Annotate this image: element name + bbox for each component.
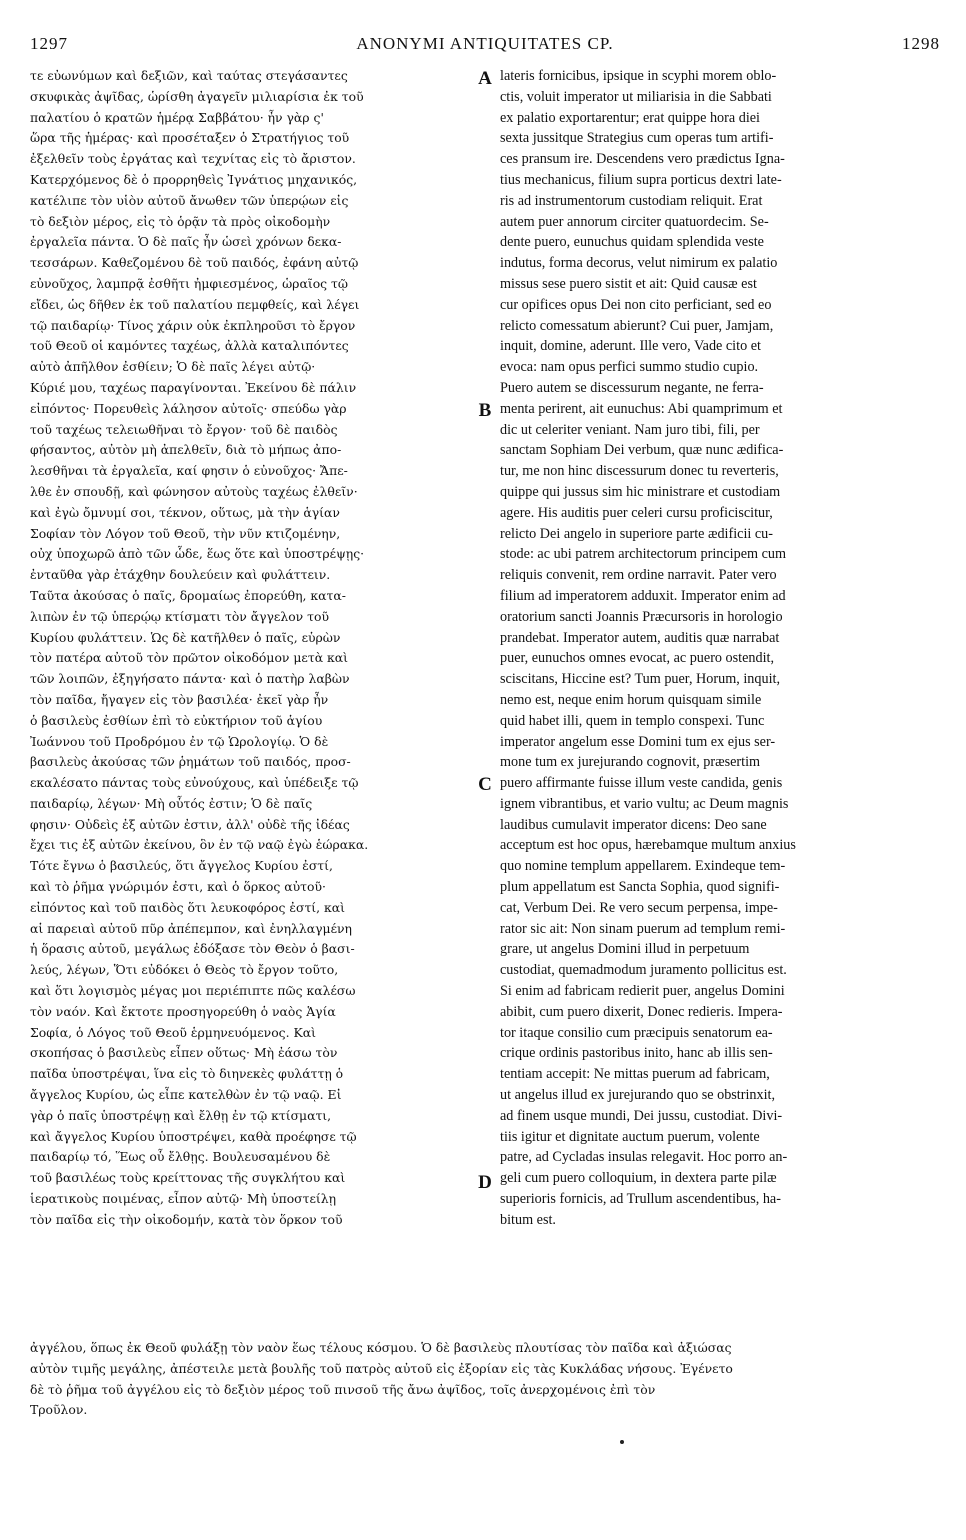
greek-text-line: φησιν· Οὐδεὶς ἐξ αὐτῶν ἐστιν, ἀλλ' οὐδὲ τῆς ἰδέας [30, 816, 350, 832]
section-marker-d: D [478, 1172, 492, 1193]
latin-text-line: Puero autem se discessurum negante, ne ferra- [500, 379, 764, 396]
greek-text-line: τὸν παῖδα εἰς τὴν οἰκοδομήν, κατὰ τὸν ὅρκον τοῦ [30, 1211, 343, 1227]
greek-text-line: οὐχ ὑποχωρῶ ἀπὸ τῶν ὧδε, ἕως ὅτε καὶ ὑποστρέψῃς· [30, 546, 365, 562]
greek-text-line: παιδαρίῳ, λέγων· Μὴ οὗτός ἐστιν; Ὁ δὲ παῖς [30, 795, 313, 811]
page-header [30, 34, 940, 60]
greek-text-line: τὸ δεξιὸν μέρος, εἰς τὸ ὁρᾷν τὰ πρὸς οἰκοδομὴν [30, 213, 331, 229]
latin-text-line: patre, ad Cycladas insulas relegavit. Hoc porro an- [500, 1149, 788, 1166]
latin-text-line: ctis, voluit imperator ut miliarisia in die Sabbati [500, 88, 772, 105]
greek-text-column [30, 66, 472, 1231]
greek-text-line: Ἰωάννου τοῦ Προδρόμου ἐν τῷ Ὡρολογίῳ. Ὁ δὲ [30, 733, 329, 749]
latin-text-line: reliquis convenit, rem ordine narravit. Pater vero [500, 567, 777, 584]
greek-text-line: παιδαρίῳ τό, Ἕως οὗ ἔλθῃς. Βουλευσαμένου δὲ [30, 1149, 331, 1165]
latin-text-line: tor itaque consilio cum præcipuis senatorum ea- [500, 1024, 773, 1041]
greek-text-line: Κατερχόμενος δὲ ὁ προρρηθεὶς Ἰγνάτιος μηχανικός, [30, 171, 358, 187]
greek-text-line: καὶ ὅτι λογισμὸς μέγας μοι περιέπιπτε πῶς καλέσω [30, 983, 356, 999]
latin-text-line: laudibus cumulavit imperator dicens: Deo sane [500, 816, 767, 833]
latin-text-line: quid habet illi, quem in templo conspexi. Tunc [500, 712, 765, 729]
latin-text-line: puero affirmante fuisse illum veste candida, genis [500, 775, 783, 792]
greek-text-line: κατέλιπε τὸν υἱὸν αὐτοῦ ἄνωθεν τῶν ὑπερῴων εἰς [30, 192, 349, 208]
greek-text-line: ὥρα τῆς ἡμέρας· καὶ προσέταξεν ὁ Στρατήγιος τοῦ [30, 130, 350, 146]
latin-text-line: oratorium sancti Joannis Præcursoris in horologio [500, 608, 783, 625]
greek-text-line: παῖδα ὑποστρέψαι, ἵνα εἰς τὸ διηνεκὲς φυλάττῃ ὁ [30, 1066, 344, 1082]
latin-text-line: indutus, forma decorus, velut nimirum ex palatio [500, 255, 778, 272]
stray-dot-mark [620, 1440, 624, 1444]
latin-text-line: tur, me non hinc discessurum donec tu reverteris, [500, 463, 779, 480]
latin-text-line: sanctam Sophiam Dei verbum, quæ nunc ædifica- [500, 442, 784, 459]
latin-text-line: geli cum puero colloquium, in dextera parte pilæ [500, 1170, 777, 1187]
latin-text-line: rator sic ait: Non sinam puerum ad templum remi- [500, 920, 786, 937]
greek-text-line: Σοφία, ὁ Λόγος τοῦ Θεοῦ ἑρμηνευόμενος. Καὶ [30, 1024, 316, 1040]
latin-text-line: ces pransum ire. Descendens vero prædictus Igna- [500, 151, 785, 168]
greek-text-line: τῶν λοιπῶν, ἐξηγήσατο πάντα· καὶ ὁ πατὴρ λαβὼν [30, 671, 350, 687]
greek-text-line: Σοφίαν τὸν Λόγον τοῦ Θεοῦ, τὴν νῦν κτιζομένην, [30, 525, 341, 541]
greek-text-line: εἰπόντος· Πορευθεὶς λάλησον αὐτοῖς· σπεύδω γὰρ [30, 400, 347, 416]
latin-text-line: sexta jussitque Strategius cum operas tum artifi- [500, 130, 774, 147]
latin-text-line: nemo est, neque enim horum quisquam simile [500, 691, 762, 708]
latin-text-line: agere. His auditis puer celeri cursu proficiscitur, [500, 504, 773, 521]
greek-text-line: καὶ ἐγὼ ὄμνυμί σοι, τέκνον, οὕτως, μὰ τὴν ἁγίαν [30, 504, 340, 520]
latin-text-line: tentiam accepit: Ne mittas puerum ad fabricam, [500, 1066, 770, 1083]
latin-text-line: mone tum ex jurejurando cognovit, præsertim [500, 754, 761, 771]
latin-text-line: filium ad imperatorem adduxit. Imperator enim ad [500, 587, 786, 604]
latin-text-line: crique ordinis pastoribus inito, hanc ab illis sen- [500, 1045, 773, 1062]
greek-text-line: τὸν παῖδα, ἤγαγεν εἰς τὸν βασιλέα· ἐκεῖ γὰρ ἦν [30, 691, 329, 707]
greek-text-line: αὐτὸν τιμῆς μεγάλης, ἀπέστειλε μετὰ βουλῆς τοῦ πατρὸς αὐτοῦ εἰς ἐξορίαν εἰς τὰς Κυκλάδας νήσους. Ἐγένετο [30, 1360, 733, 1376]
greek-text-line: Κύριέ μου, ταχέως παραγίνονται. Ἐκείνου δὲ πάλιν [30, 379, 357, 395]
section-marker-b: B [478, 400, 492, 421]
latin-text-line: stode: ac ubi patrem architectorum principem cum [500, 546, 787, 563]
greek-text-line: τεσσάρων. Καθεζομένου δὲ τοῦ παιδός, ἐφάνη αὐτῷ [30, 255, 359, 271]
greek-text-line: φήσαντος, αὐτὸν μὴ ἀπελθεῖν, διὰ τὸ μήπως ἀπο- [30, 442, 342, 458]
greek-text-line: τὸν πατέρα αὐτοῦ τὸν πρῶτον οἰκοδόμον μετὰ καὶ [30, 650, 348, 666]
greek-text-line: ἐργαλεῖα πάντα. Ὁ δὲ παῖς ἦν ὡσεὶ χρόνων δεκα- [30, 234, 342, 250]
latin-text-line: ignem vibrantibus, et vario vultu; ac Deum magnis [500, 795, 789, 812]
latin-text-line: relicto comessatum abierunt? Cui puer, Jamjam, [500, 317, 774, 334]
latin-text-line: acceptum est hoc opus, hærebamque multum anxius [500, 837, 796, 854]
latin-text-line: puer, eunuchos omnes evocat, ac puero ostendit, [500, 650, 775, 667]
latin-text-line: menta perirent, ait eunuchus: Abi quamprimum et [500, 400, 783, 417]
latin-text-line: tius mechanicus, filium supra porticus dextri late- [500, 171, 782, 188]
greek-text-line: τῷ παιδαρίῳ· Τίνος χάριν οὐκ ἐκπληροῦσι τὸ ἔργον [30, 317, 356, 333]
latin-text-column [500, 66, 940, 1231]
latin-text-line: dic ut celeriter veniant. Nam juro tibi, fili, per [500, 421, 760, 438]
latin-text-line: quippe qui jussus sim hic ministrare et custodiam [500, 483, 781, 500]
greek-text-line: τοῦ ταχέως τελειωθῆναι τὸ ἔργον· τοῦ δὲ παιδὸς [30, 421, 338, 437]
greek-text-line: Τροῦλον. [30, 1402, 88, 1418]
latin-text-line: plum appellatum est Sancta Sophia, quod signifi- [500, 879, 780, 896]
latin-text-line: Si enim ad fabricam redierit puer, angelus Domini [500, 983, 785, 1000]
latin-text-line: abibit, cum puero dixerit, Donec redieris. Impera- [500, 1003, 783, 1020]
latin-text-line: superioris fornicis, ad Trullum ascendentibus, ha- [500, 1191, 781, 1208]
latin-text-line: missus sese puero sistit et ait: Quid causæ est [500, 275, 757, 292]
latin-text-line: ad finem usque mundi, Dei jussu, custodiat. Divi- [500, 1107, 783, 1124]
latin-text-line: ex palatio exportarentur; erat quippe hora diei [500, 109, 760, 126]
greek-text-line: Τότε ἔγνω ὁ βασιλεύς, ὅτι ἄγγελος Κυρίου ἐστί, [30, 858, 333, 874]
latin-text-line: inquit, domine, aderunt. Ille vero, Vade cito et [500, 338, 761, 355]
greek-text-line: αἱ παρειαὶ αὐτοῦ πῦρ ἀπέπεμπον, καὶ ἐνηλλαγμένη [30, 920, 352, 936]
greek-text-line: Ταῦτα ἀκούσας ὁ παῖς, δρομαίως ἐπορεύθη, κατα- [30, 587, 346, 603]
greek-text-line: τοῦ Θεοῦ οἱ καμόντες ταχέως, ἀλλὰ καταλιπόντες [30, 338, 349, 354]
latin-text-line: imperator angelum esse Domini tum ex ejus ser- [500, 733, 776, 750]
latin-text-line: evoca: nam opus perfici summo studio cupio. [500, 359, 759, 376]
greek-text-line: ἱερατικοὺς ποιμένας, εἶπον αὐτῷ· Μὴ ὑποστείλῃ [30, 1191, 337, 1207]
latin-text-line: custodiat, quemadmodum juramento pollicitus est. [500, 962, 787, 979]
greek-text-line: λεύς, λέγων, Ὅτι εὐδόκει ὁ Θεὸς τὸ ἔργον τοῦτο, [30, 962, 339, 978]
section-marker-c: C [478, 774, 492, 795]
greek-text-line: ἐξελθεῖν τοὺς ἐργάτας καὶ τεχνίτας εἰς τὸ ἄριστον. [30, 151, 356, 167]
latin-text-line: bitum est. [500, 1211, 556, 1228]
running-title: ANONYMI ANTIQUITATES CP. [356, 34, 614, 53]
greek-text-line: ἀγγέλου, ὅπως ἐκ Θεοῦ φυλάξῃ τὸν ναὸν ἕως τέλους κόσμου. Ὁ δὲ βασιλεὺς πλουτίσας τὸν παῖδα καὶ ἀξιώσας [30, 1340, 732, 1355]
greek-text-line: εκαλέσατο πάντας τοὺς εὐνούχους, καὶ ὑπέδειξε τῷ [30, 775, 359, 791]
greek-text-line: καὶ ἄγγελος Κυρίου ὑποστρέψει, καθὰ προέφησε τῷ [30, 1128, 357, 1144]
greek-text-line: Κυρίου φυλάττειν. Ὡς δὲ κατῆλθεν ὁ παῖς, εὑρὼν [30, 629, 341, 645]
greek-text-line: καὶ τὸ ῥῆμα γνώριμόν ἐστι, καὶ ὁ ὅρκος αὐτοῦ· [30, 879, 326, 895]
greek-text-line: λιπὼν ἐν τῷ ὑπερῴῳ κτίσματι τὸν ἄγγελον τοῦ [30, 608, 329, 624]
greek-text-line: εἰπόντος καὶ τοῦ παιδὸς ὅτι λευκοφόρος ἐστί, καὶ [30, 899, 346, 915]
greek-text-line: τοῦ βασιλέως τοὺς κρείττονας τῆς συγκλήτου καὶ [30, 1170, 346, 1186]
greek-text-line: ὁ βασιλεὺς ἐσθίων ἐπὶ τὸ εὐκτήριον τοῦ ἁγίου [30, 712, 323, 728]
latin-text-line: cat, Verbum Dei. Re vero secum perpensa, impe- [500, 899, 778, 916]
latin-text-line: cur opifices opus Dei non cito perficiant, sed eo [500, 296, 772, 313]
latin-text-line: quo nomine templum appellarem. Exindeque tem- [500, 858, 786, 875]
latin-text-line: prandebat. Imperator autem, auditis quæ narrabat [500, 629, 780, 646]
latin-text-line: ut angelus illud ex jurejurando quo se obstrinxit, [500, 1087, 776, 1104]
greek-text-line: τὸν ναόν. Καὶ ἔκτοτε προσηγορεύθη ὁ ναὸς Ἁγία [30, 1003, 336, 1019]
latin-text-line: grare, ut angelus Domini illud in perpetuum [500, 941, 750, 958]
greek-text-line: βασιλεὺς ἀκούσας τῶν ῥημάτων τοῦ παιδός, προσ- [30, 754, 351, 770]
latin-text-line: lateris fornicibus, ipsique in scyphi morem oblo- [500, 68, 777, 84]
greek-text-line: τε εὐωνύμων καὶ δεξιῶν, καὶ ταύτας στεγάσαντες [30, 68, 348, 83]
latin-text-line: sciscitans, Hiccine est? Tum puer, Horum, inquit, [500, 671, 780, 688]
greek-text-line: παλατίου ὁ κρατῶν ἡμέρᾳ Σαββάτου· ἦν γὰρ ς' [30, 109, 324, 125]
latin-text-line: ris ad instrumentorum custodiam reliquit. Erat [500, 192, 763, 209]
greek-text-line: ἡ ὅρασις αὐτοῦ, μεγάλως ἐδόξασε τὸν Θεὸν ὁ βασι- [30, 941, 355, 957]
greek-text-line: ἄγγελος Κυρίου, ὡς εἶπε κατελθὼν ἐν τῷ ναῷ. Εἰ [30, 1087, 342, 1103]
greek-text-line: σκοπήσας ὁ βασιλεὺς εἶπεν οὕτως· Μὴ ἐάσω τὸν [30, 1045, 338, 1061]
greek-text-line: αὐτὸ ἀπῆλθον ἐσθίειν; Ὁ δὲ παῖς λέγει αὐτῷ· [30, 359, 316, 375]
greek-text-line: γὰρ ὁ παῖς ὑποστρέψῃ καὶ ἔλθῃ ἐν τῷ κτίσματι, [30, 1107, 332, 1123]
latin-text-line: tiis igitur et dignitate auctum puerum, volente [500, 1128, 760, 1145]
greek-text-line: δὲ τὸ ῥῆμα τοῦ ἀγγέλου εἰς τὸ δεξιὸν μέρος τοῦ πινσοῦ τῆς ἄνω ἀψῖδος, τοῖς ἀνερχομένοις ἐπὶ τὸν [30, 1381, 656, 1397]
latin-text-line: relicto Dei angelo in superiore parte ædificii cu- [500, 525, 774, 542]
greek-text-line: λεσθῆναι τὰ ἐργαλεῖα, καί φησιν ὁ εὐνοῦχος· Ἄπε- [30, 463, 348, 479]
latin-text-line: autem puer annorum circiter quatuordecim. Se- [500, 213, 769, 230]
greek-text-line: σκυφικὰς ἀψῖδας, ὡρίσθη ἀγαγεῖν μιλιαρίσια ἐκ τοῦ [30, 88, 364, 104]
greek-text-line: ἔχει τις ἐξ αὐτῶν ἐκείνου, ὃν ἐν τῷ ναῷ ἐγὼ ἑώρακα. [30, 837, 369, 853]
section-marker-a: A [478, 68, 492, 89]
page-number-left: 1297 [30, 34, 68, 53]
greek-text-line: λθε ἐν σπουδῇ, καὶ φώνησον αὐτοὺς ταχέως ἐλθεῖν· [30, 483, 358, 499]
greek-text-line: ἐνταῦθα γὰρ ἐτάχθην δουλεύειν καὶ φυλάττειν. [30, 567, 331, 583]
latin-text-line: dente puero, eunuchus quidam splendida veste [500, 234, 764, 251]
greek-text-line: εὐνοῦχος, λαμπρᾷ ἐσθῆτι ἠμφιεσμένος, ὡραῖος τῷ [30, 275, 348, 291]
page-number-right: 1298 [902, 34, 940, 53]
greek-text-line: εἴδει, ὡς δῆθεν ἐκ τοῦ παλατίου πεμφθείς, καὶ λέγει [30, 296, 360, 312]
greek-text-continuation [30, 1338, 940, 1421]
